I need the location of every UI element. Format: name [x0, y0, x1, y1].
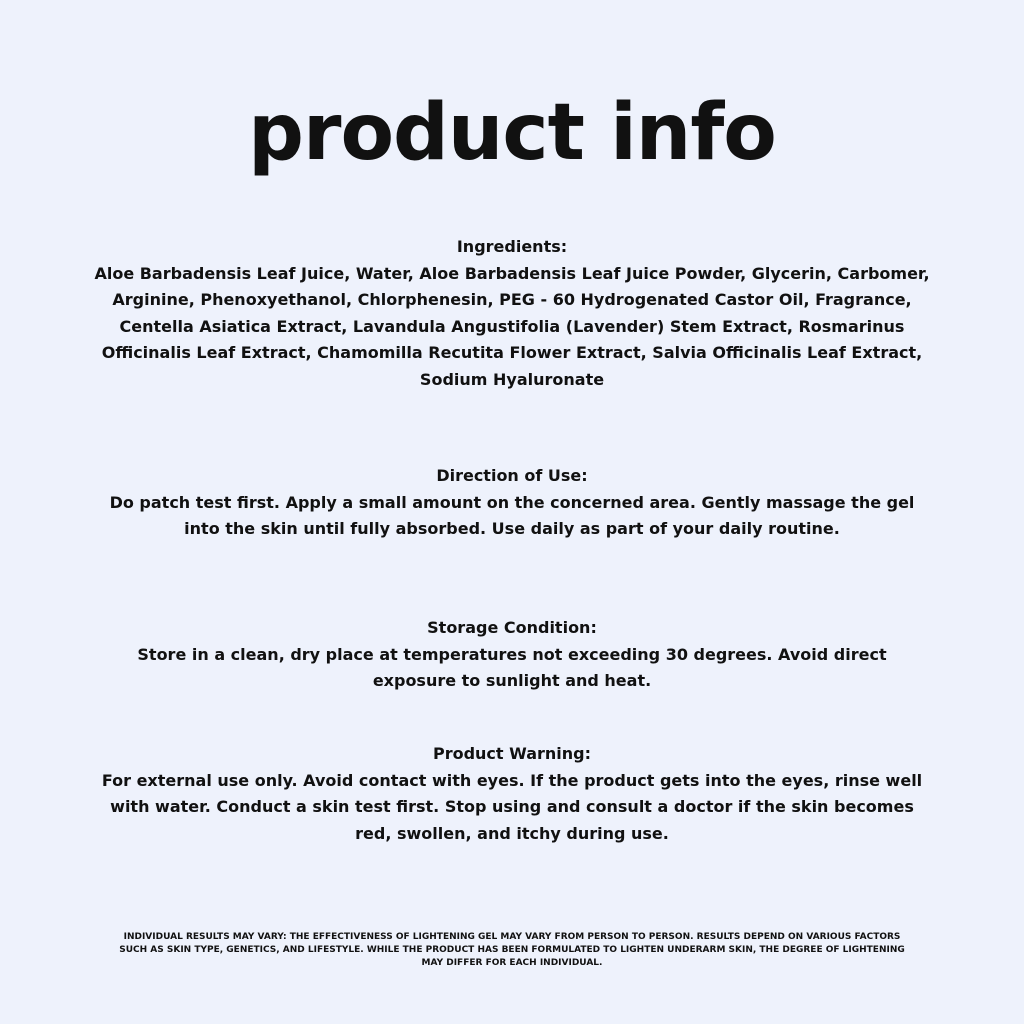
product-warning-section: [92, 741, 932, 847]
page-title: product info: [248, 88, 776, 178]
ingredients-section: [82, 234, 942, 393]
direction-of-use-section: [92, 463, 932, 543]
product-warning-text: For external use only. Avoid contact with eyes. If the product gets into the eyes, rinse well with water. Conduct a skin test first. Stop using and consult a doctor if the skin becomes red, swollen, and itchy during use.: [101, 770, 923, 843]
direction-of-use-text: Do patch test first. Apply a small amount on the concerned area. Gently massage the gel into the skin until fully absorbed. Use daily as part of your daily routine.: [109, 492, 915, 538]
ingredients-heading: Ingredients:: [456, 237, 568, 256]
storage-condition-section: [112, 615, 912, 695]
product-warning-heading: Product Warning:: [432, 744, 592, 763]
storage-condition-text: Store in a clean, dry place at temperatures not exceeding 30 degrees. Avoid direct exposure to sunlight and heat.: [137, 644, 887, 690]
storage-condition-heading: Storage Condition:: [427, 618, 597, 637]
disclaimer-text: INDIVIDUAL RESULTS MAY VARY: THE EFFECTIVENESS OF LIGHTENING GEL MAY VARY FROM PERSON TO PERSON. RESULTS DEPEND ON VARIOUS FACTORS SUCH AS SKIN TYPE, GENETICS, AND LIFESTYLE. WHILE THE PRODUCT HAS BEEN FORMULATED TO LIGHTEN UNDERARM SKIN, THE DEGREE OF LIGHTENING MAY DIFFER FOR EACH INDIVIDUAL.: [119, 932, 905, 968]
direction-of-use-heading: Direction of Use:: [436, 466, 588, 485]
ingredients-text: Aloe Barbadensis Leaf Juice, Water, Aloe Barbadensis Leaf Juice Powder, Glycerin, Carbomer, Arginine, Phenoxyethanol, Chlorphenesin, PEG - 60 Hydrogenated Castor Oil, Fragrance, Centella Asiatica Extract, Lavandula Angustifolia (Lavender) Stem Extract, Rosmarinus Officinalis Leaf Extract, Chamomilla Recutita Flower Extract, Salvia Officinalis Leaf Extract, Sodium Hyaluronate: [94, 263, 930, 389]
